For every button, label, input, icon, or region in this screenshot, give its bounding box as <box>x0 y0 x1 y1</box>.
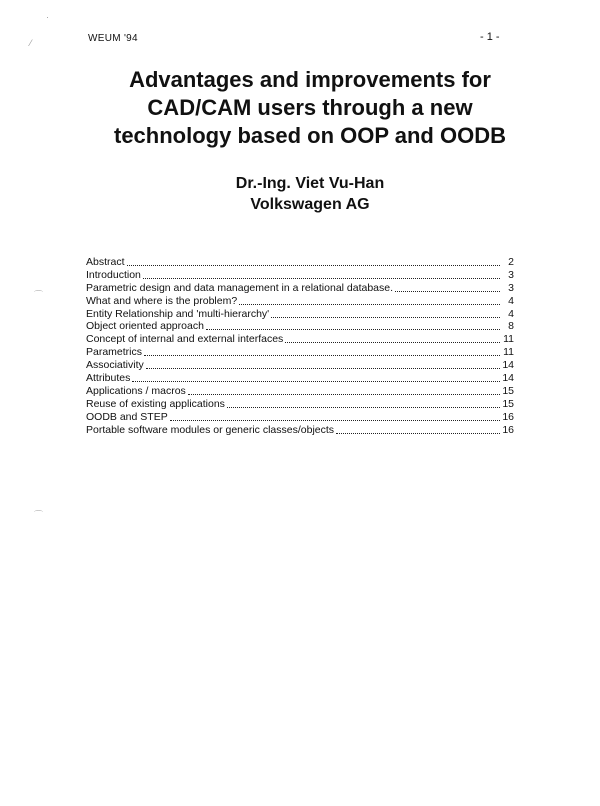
toc-leader-dots <box>132 372 500 382</box>
toc-entry-title: Parametrics <box>86 346 143 359</box>
toc-entry <box>86 320 514 333</box>
toc-leader-dots <box>227 398 500 408</box>
toc-leader-dots <box>188 385 500 395</box>
toc-entry-title: Object oriented approach <box>86 320 204 333</box>
toc-leader-dots <box>146 359 500 369</box>
toc-entry-title: Associativity <box>86 359 144 372</box>
toc-entry-title: Attributes <box>86 372 131 385</box>
toc-leader-dots <box>170 411 500 421</box>
toc-entry <box>86 256 514 269</box>
toc-entry-page: 11 <box>503 333 514 346</box>
toc-entry-title: Entity Relationship and 'multi-hierarchy' <box>86 307 270 320</box>
toc-entry-page: 16 <box>502 410 514 423</box>
toc-leader-dots <box>285 333 500 343</box>
toc-leader-dots <box>395 282 500 292</box>
toc-entry-page: 15 <box>502 397 514 410</box>
scan-mark: ⌒ <box>34 290 44 300</box>
toc-entry-title: Portable software modules or generic classes/objects <box>86 423 335 436</box>
toc-entry-page: 4 <box>508 307 514 320</box>
title-line: CAD/CAM users through a new <box>147 95 473 120</box>
toc-entry <box>86 295 514 308</box>
toc-entry-title: Concept of internal and external interfaces <box>86 333 284 346</box>
toc-leader-dots <box>271 308 500 318</box>
toc-entry-page: 16 <box>502 423 514 436</box>
toc-entry-title: Parametric design and data management in a relational database. <box>86 281 394 294</box>
author-name: Dr.-Ing. Viet Vu-Han <box>235 175 385 192</box>
toc-entry-page: 15 <box>502 384 514 397</box>
toc-entry-title: Introduction <box>86 268 141 281</box>
toc-entry-page: 3 <box>508 281 514 294</box>
toc-entry <box>86 269 514 282</box>
page-number: - 1 - <box>480 31 500 43</box>
toc-entry <box>86 398 514 411</box>
scan-mark: ⁄ <box>30 38 32 48</box>
toc-leader-dots <box>143 269 500 279</box>
toc-leader-dots <box>144 346 500 356</box>
toc-entry-page: 8 <box>508 320 514 333</box>
table-of-contents <box>86 256 514 436</box>
scan-mark: ⌒ <box>34 510 44 520</box>
paper-title <box>60 66 560 150</box>
title-line: Advantages and improvements for <box>129 67 491 92</box>
toc-entry-title: OODB and STEP <box>86 410 168 423</box>
toc-entry-page: 3 <box>508 268 514 281</box>
toc-entry <box>86 385 514 398</box>
toc-entry <box>86 333 514 346</box>
author-block <box>60 173 560 215</box>
toc-entry <box>86 308 514 321</box>
author-affiliation: Volkswagen AG <box>250 196 370 213</box>
running-header: WEUM '94 <box>88 33 138 44</box>
toc-entry <box>86 372 514 385</box>
title-line: technology based on OOP and OODB <box>114 123 506 148</box>
toc-entry-title: Reuse of existing applications <box>86 397 225 410</box>
toc-leader-dots <box>336 424 500 434</box>
toc-entry-page: 14 <box>502 372 514 385</box>
toc-leader-dots <box>239 295 500 305</box>
toc-leader-dots <box>206 320 500 330</box>
toc-leader-dots <box>127 256 500 266</box>
scan-mark: · <box>46 12 49 22</box>
toc-entry <box>86 424 514 437</box>
toc-entry-title: What and where is the problem? <box>86 294 238 307</box>
toc-entry-page: 14 <box>502 359 514 372</box>
toc-entry <box>86 282 514 295</box>
toc-entry-page: 2 <box>508 256 514 268</box>
toc-entry-page: 11 <box>503 346 514 359</box>
toc-entry-page: 4 <box>508 294 514 307</box>
toc-entry <box>86 346 514 359</box>
toc-entry <box>86 359 514 372</box>
toc-entry-title: Abstract <box>86 256 125 268</box>
toc-entry <box>86 411 514 424</box>
toc-entry-title: Applications / macros <box>86 384 186 397</box>
